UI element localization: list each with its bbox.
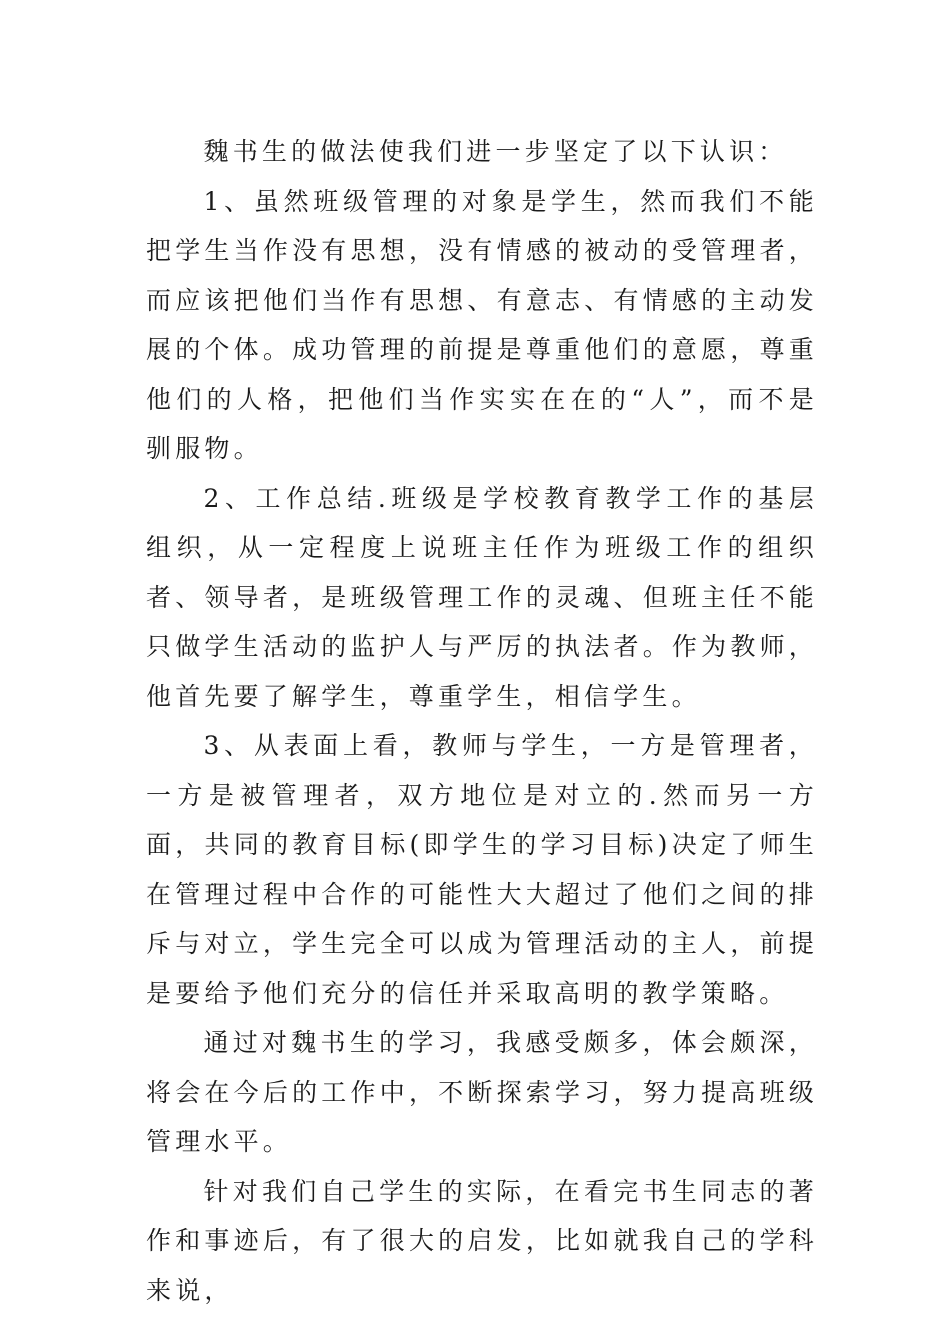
paragraph-point-1: 1、虽然班级管理的对象是学生，然而我们不能把学生当作没有思想，没有情感的被动的受管理者，而应该把他们当作有思想、有意志、有情感的主动发展的个体。成功管理的前提是尊重他们的意愿，尊重他们的人格，把他们当作实实在在的“人”，而不是驯服物。	[146, 186, 818, 463]
paragraph-application: 针对我们自己学生的实际，在看完书生同志的著作和事迹后，有了很大的启发，比如就我自己的学科来说，	[146, 1176, 818, 1305]
document-body	[146, 127, 818, 1315]
paragraph-reflection: 通过对魏书生的学习，我感受颇多，体会颇深，将会在今后的工作中，不断探索学习，努力提高班级管理水平。	[146, 1028, 818, 1156]
paragraph-point-2: 2、工作总结.班级是学校教育教学工作的基层组织，从一定程度上说班主任作为班级工作的组织者、领导者，是班级管理工作的灵魂、但班主任不能只做学生活动的监护人与严厉的执法者。作为教师，他首先要了解学生，尊重学生，相信学生。	[146, 483, 818, 711]
paragraph-intro: 魏书生的做法使我们进一步坚定了以下认识：	[203, 137, 788, 166]
paragraph-point-3: 3、从表面上看，教师与学生，一方是管理者，一方是被管理者，双方地位是对立的.然而另一方面，共同的教育目标(即学生的学习目标)决定了师生在管理过程中合作的可能性大大超过了他们之间的排斥与对立，学生完全可以成为管理活动的主人，前提是要给予他们充分的信任并采取高明的教学策略。	[146, 731, 818, 1008]
